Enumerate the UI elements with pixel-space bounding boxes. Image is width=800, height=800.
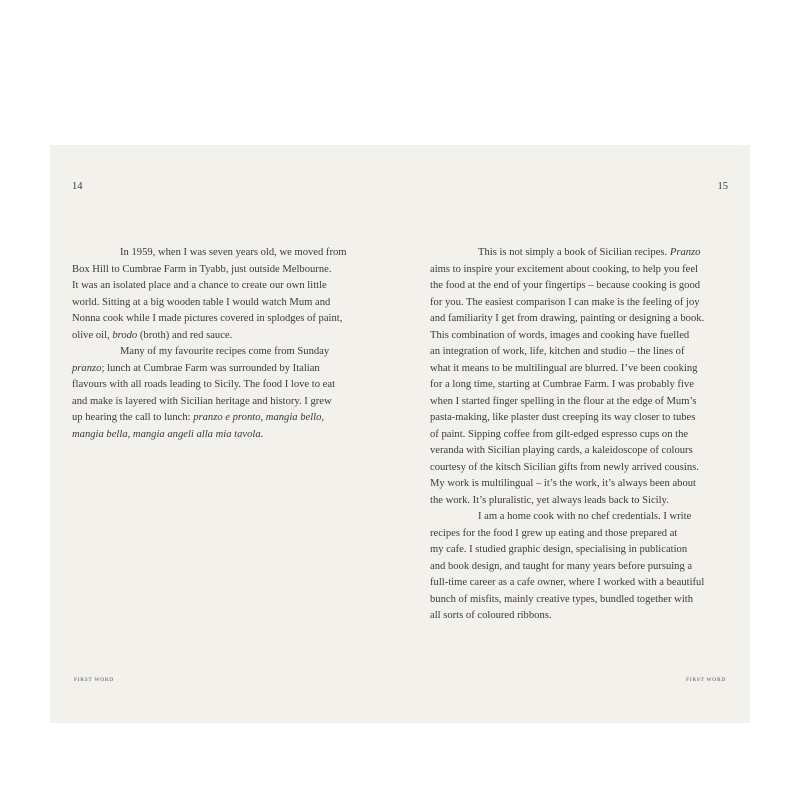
- italic-term: Pranzo: [669, 247, 701, 258]
- text-line: what it means to be multilingual are blurred. I’ve been cooking: [430, 362, 698, 374]
- text-line: pasta-making, like plaster dust creeping its way closer to tubes: [430, 412, 696, 423]
- text-line: My work is multilingual – it’s the work, it’s always been about: [430, 478, 696, 489]
- italic-term: pranzo: [72, 362, 102, 374]
- text-line: I am a home cook with no chef credentials. I write: [478, 511, 692, 522]
- text-line: full-time career as a cafe owner, where I worked with a beautiful: [430, 577, 705, 588]
- text-line: and familiarity I get from drawing, painting or designing a book.: [430, 313, 705, 324]
- text-line: all sorts of coloured ribbons.: [430, 610, 552, 621]
- text-line: [72, 361, 357, 378]
- text-line: the food at the end of your fingertips – because cooking is good: [430, 280, 701, 291]
- text-run: olive oil,: [72, 329, 113, 341]
- italic-term: mangia angeli alla mia tavola: [132, 428, 261, 440]
- left-page-body: [72, 245, 357, 443]
- book-spread: [50, 145, 750, 723]
- text-run: .: [260, 428, 264, 440]
- text-line: and book design, and taught for many years before pursuing a: [430, 560, 693, 572]
- text-run: (broth) and red sauce.: [137, 329, 233, 341]
- right-page-body: [430, 245, 730, 625]
- text-line: [72, 328, 357, 345]
- text-line: an integration of work, life, kitchen and studio – the lines of: [430, 346, 685, 357]
- text-line: world. Sitting at a big wooden table I would watch Mum and: [72, 296, 331, 308]
- left-page: [50, 145, 400, 723]
- text-line: aims to inspire your excitement about cooking, to help you feel: [430, 263, 699, 275]
- text-line: bunch of misfits, mainly creative types, bundled together with: [430, 593, 694, 605]
- text-line: my cafe. I studied graphic design, specialising in publication: [430, 544, 688, 555]
- text-line: the work. It’s pluralistic, yet always leads back to Sicily.: [430, 494, 669, 506]
- text-line: [430, 245, 730, 262]
- italic-term: brodo: [112, 329, 138, 341]
- text-run: up hearing the call to lunch:: [72, 412, 194, 423]
- left-running-footer: FIRST WORD: [74, 677, 114, 683]
- text-line: Many of my favourite recipes come from Sunday: [120, 346, 330, 357]
- text-line: for a long time, starting at Cumbrae Farm. I was probably five: [430, 379, 694, 390]
- text-line: and make is layered with Sicilian heritage and history. I grew: [72, 395, 332, 407]
- text-line: In 1959, when I was seven years old, we moved from: [120, 247, 347, 258]
- right-page-number: 15: [717, 181, 728, 192]
- text-line: recipes for the food I grew up eating and those prepared at: [430, 527, 678, 539]
- text-line: Nonna cook while I made pictures covered in splodges of paint,: [72, 313, 343, 324]
- text-run: ,: [127, 428, 133, 440]
- text-run: This is not simply a book of Sicilian recipes.: [478, 247, 670, 258]
- right-page: [400, 145, 750, 723]
- text-line: for you. The easiest comparison I can make is the feeling of joy: [430, 296, 700, 308]
- italic-term: mangia bello,: [265, 412, 325, 423]
- italic-term: mangia bella: [72, 428, 128, 440]
- text-line: It was an isolated place and a chance to create our own little: [72, 280, 327, 291]
- text-line: veranda with Sicilian playing cards, a kaleidoscope of colours: [430, 445, 693, 456]
- left-page-number: 14: [72, 181, 83, 192]
- text-line: courtesy of the kitsch Sicilian gifts from newly arrived cousins.: [430, 461, 699, 473]
- paragraph: [430, 509, 730, 625]
- text-line: flavours with all roads leading to Sicily. The food I love to eat: [72, 379, 336, 390]
- text-line: [72, 410, 357, 427]
- text-run: ; lunch at Cumbrae Farm was surrounded by Italian: [101, 362, 320, 374]
- text-line: Box Hill to Cumbrae Farm in Tyabb, just outside Melbourne.: [72, 263, 332, 275]
- text-line: of paint. Sipping coffee from gilt-edged espresso cups on the: [430, 428, 689, 440]
- text-line: This combination of words, images and cooking have fuelled: [430, 329, 690, 341]
- paragraph: [72, 344, 357, 443]
- right-running-footer: FIRST WORD: [686, 677, 726, 683]
- text-line: [72, 427, 357, 444]
- paragraph: [430, 245, 730, 509]
- paragraph: [72, 245, 357, 344]
- text-run: ,: [260, 412, 266, 423]
- italic-term: pranzo e pronto: [193, 412, 261, 423]
- text-line: when I started finger spelling in the flour at the edge of Mum’s: [430, 395, 697, 407]
